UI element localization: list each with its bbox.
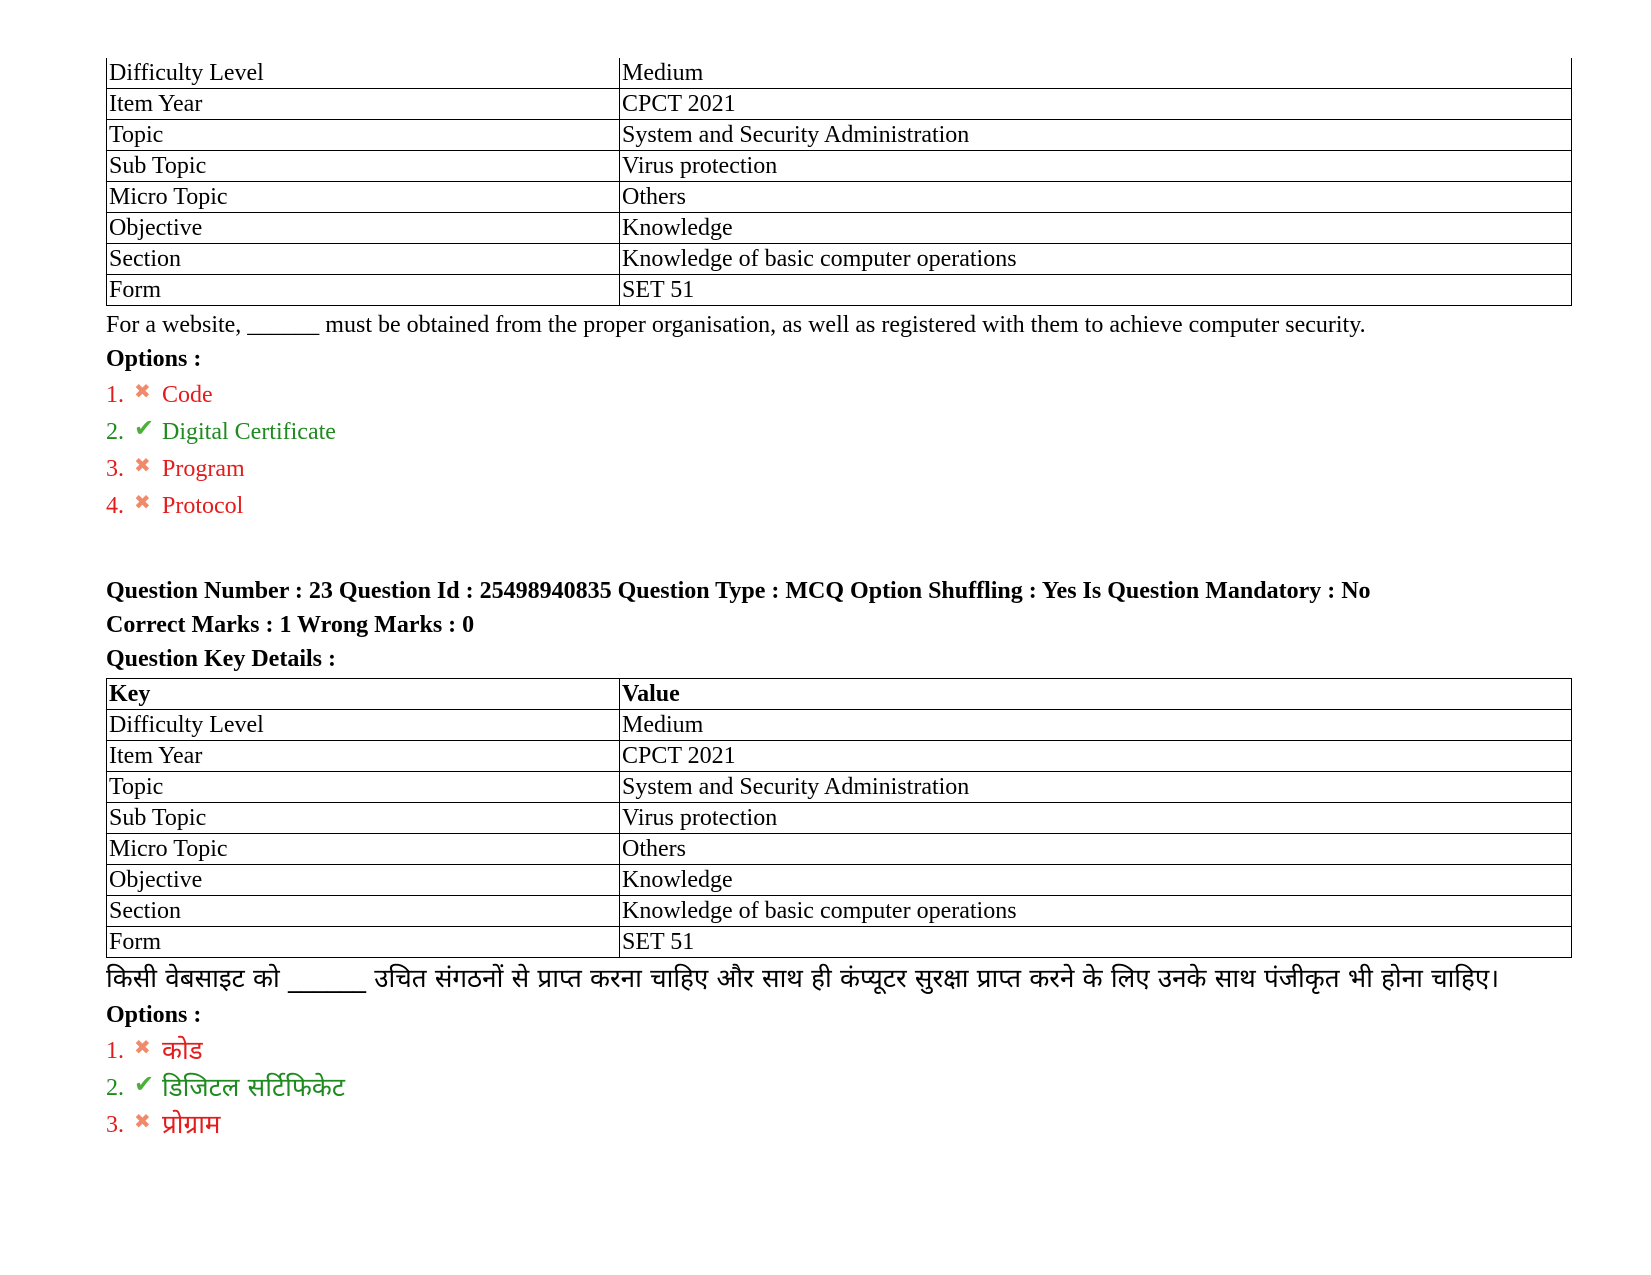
- question-meta-line: Question Number : 23 Question Id : 25498940835 Question Type : MCQ Option Shuffling : Yes Is Question Mandatory : No: [106, 578, 1371, 604]
- key-cell: Section: [107, 244, 620, 275]
- key-cell: Objective: [107, 213, 620, 244]
- cross-icon: ✖: [134, 1109, 151, 1133]
- cross-icon: ✖: [134, 490, 151, 514]
- header-value: Value: [620, 679, 1572, 710]
- key-cell: Difficulty Level: [107, 710, 620, 741]
- option-1: [106, 1036, 1572, 1073]
- option-number: 1.: [106, 382, 124, 408]
- question-page: [106, 58, 1572, 1147]
- value-cell: Knowledge: [620, 865, 1572, 896]
- cross-icon: ✖: [134, 379, 151, 403]
- option-text: Protocol: [162, 493, 244, 519]
- check-icon: ✔: [134, 414, 155, 442]
- value-cell: System and Security Administration: [620, 772, 1572, 803]
- options-label: Options :: [106, 1002, 202, 1028]
- option-number: 4.: [106, 493, 124, 519]
- option-3: [106, 454, 1572, 491]
- table-row: [107, 710, 1572, 741]
- options-label: Options :: [106, 346, 202, 372]
- value-cell: Medium: [620, 58, 1572, 89]
- key-cell: Topic: [107, 120, 620, 151]
- key-cell: Difficulty Level: [107, 58, 620, 89]
- header-key: Key: [107, 679, 620, 710]
- key-details-table-1: [106, 58, 1572, 306]
- key-cell: Sub Topic: [107, 151, 620, 182]
- table-row: [107, 275, 1572, 306]
- table-row: [107, 182, 1572, 213]
- table-row: [107, 896, 1572, 927]
- table-row: [107, 865, 1572, 896]
- table-row: [107, 772, 1572, 803]
- option-number: 2.: [106, 1075, 124, 1101]
- option-number: 2.: [106, 419, 124, 445]
- value-cell: Knowledge of basic computer operations: [620, 896, 1572, 927]
- option-2: [106, 414, 1572, 454]
- table-row: [107, 803, 1572, 834]
- key-cell: Item Year: [107, 741, 620, 772]
- table-row: [107, 89, 1572, 120]
- table-row: [107, 213, 1572, 244]
- spacer: [106, 528, 1572, 574]
- option-text: प्रोग्राम: [162, 1110, 221, 1140]
- key-cell: Micro Topic: [107, 182, 620, 213]
- value-cell: CPCT 2021: [620, 741, 1572, 772]
- table-row: [107, 834, 1572, 865]
- key-cell: Form: [107, 927, 620, 958]
- table-header-row: [107, 679, 1572, 710]
- table-row: [107, 120, 1572, 151]
- value-cell: SET 51: [620, 275, 1572, 306]
- option-number: 3.: [106, 456, 124, 482]
- key-cell: Micro Topic: [107, 834, 620, 865]
- key-cell: Topic: [107, 772, 620, 803]
- value-cell: Others: [620, 834, 1572, 865]
- option-1: [106, 380, 1572, 417]
- option-text: कोड: [162, 1036, 203, 1066]
- option-text: Program: [162, 456, 245, 482]
- key-cell: Section: [107, 896, 620, 927]
- value-cell: Knowledge of basic computer operations: [620, 244, 1572, 275]
- value-cell: System and Security Administration: [620, 120, 1572, 151]
- table-row: [107, 151, 1572, 182]
- cross-icon: ✖: [134, 1035, 151, 1059]
- option-4: [106, 491, 1572, 528]
- table-row: [107, 927, 1572, 958]
- value-cell: Medium: [620, 710, 1572, 741]
- key-cell: Item Year: [107, 89, 620, 120]
- option-text: डिजिटल सर्टिफिकेट: [162, 1073, 345, 1103]
- key-details-label: Question Key Details :: [106, 646, 336, 672]
- key-details-table-2: [106, 678, 1572, 958]
- key-cell: Sub Topic: [107, 803, 620, 834]
- value-cell: Others: [620, 182, 1572, 213]
- value-cell: SET 51: [620, 927, 1572, 958]
- option-3: [106, 1110, 1572, 1147]
- question-text-english: For a website, ______ must be obtained from the proper organisation, as well as registered with them to achieve computer security.: [106, 312, 1366, 338]
- table-row: [107, 58, 1572, 89]
- table-row: [107, 244, 1572, 275]
- cross-icon: ✖: [134, 453, 151, 477]
- value-cell: CPCT 2021: [620, 89, 1572, 120]
- marks-line: Correct Marks : 1 Wrong Marks : 0: [106, 612, 475, 638]
- value-cell: Virus protection: [620, 803, 1572, 834]
- table-row: [107, 741, 1572, 772]
- option-number: 3.: [106, 1112, 124, 1138]
- value-cell: Virus protection: [620, 151, 1572, 182]
- option-number: 1.: [106, 1038, 124, 1064]
- question-text-hindi: किसी वेबसाइट को ______ उचित संगठनों से प्राप्त करना चाहिए और साथ ही कंप्यूटर सुरक्षा प्राप्त करने के लिए उनके साथ पंजीकृत भी होना चाहिए।: [106, 964, 1500, 994]
- option-2: [106, 1070, 1572, 1110]
- option-text: Code: [162, 382, 213, 408]
- check-icon: ✔: [134, 1070, 155, 1098]
- key-cell: Objective: [107, 865, 620, 896]
- value-cell: Knowledge: [620, 213, 1572, 244]
- key-cell: Form: [107, 275, 620, 306]
- option-text: Digital Certificate: [162, 419, 336, 445]
